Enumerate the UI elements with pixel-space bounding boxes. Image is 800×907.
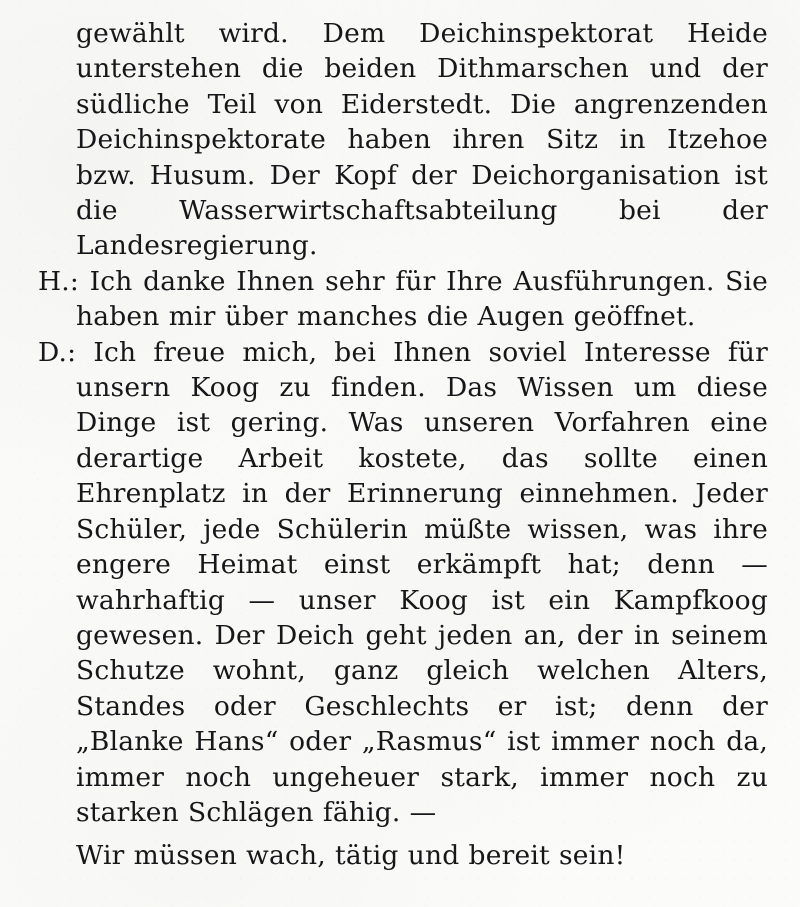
paragraph-spacer xyxy=(38,830,768,838)
paragraph-text: gewählt wird. Dem Deichinspektorat Heide unterstehen die beiden Dithmarschen und der südliche Teil von Eiderstedt. Die angrenzenden Deichinspektorate haben ihren Sitz in Itzehoe bzw. Husum. Der Kopf der Deichorganisation ist die Wasserwirtschaftsabteilung bei der Landesregierung. xyxy=(76,18,768,262)
page-text-body xyxy=(38,16,768,874)
paragraph-text: Ich freue mich, bei Ihnen soviel Interesse für unsern Koog zu finden. Das Wissen um diese Dinge ist gering. Was unseren Vorfahren eine derartige Arbeit kostete, das sollte einen Ehrenplatz in der Erinnerung einnehmen. Jeder Schüler, jede Schülerin müßte wissen, was ihre engere Heimat einst erkämpft hat; denn — wahrhaftig — unser Koog ist ein Kampfkoog gewesen. Der Deich geht jeden an, der in seinem Schutze wohnt, ganz gleich welchen Alters, Standes oder Geschlechts er ist; denn der „Blanke Hans“ oder „Rasmus“ ist immer noch da, immer noch ungeheuer stark, immer noch zu starken Schlägen fähig. — xyxy=(76,336,768,828)
paragraph-h-dank xyxy=(38,264,768,335)
paragraph-schluss xyxy=(38,838,768,873)
paragraph-text: Wir müssen wach, tätig und bereit sein! xyxy=(76,840,626,872)
paragraph-d-freude xyxy=(38,335,768,831)
speaker-label-h: H.: xyxy=(38,265,80,297)
paragraph-deichinspektorat xyxy=(38,16,768,264)
speaker-label-d: D.: xyxy=(38,336,77,368)
paragraph-text: Ich danke Ihnen sehr für Ihre Ausführungen. Sie haben mir über manches die Augen geöffnet. xyxy=(76,265,769,333)
